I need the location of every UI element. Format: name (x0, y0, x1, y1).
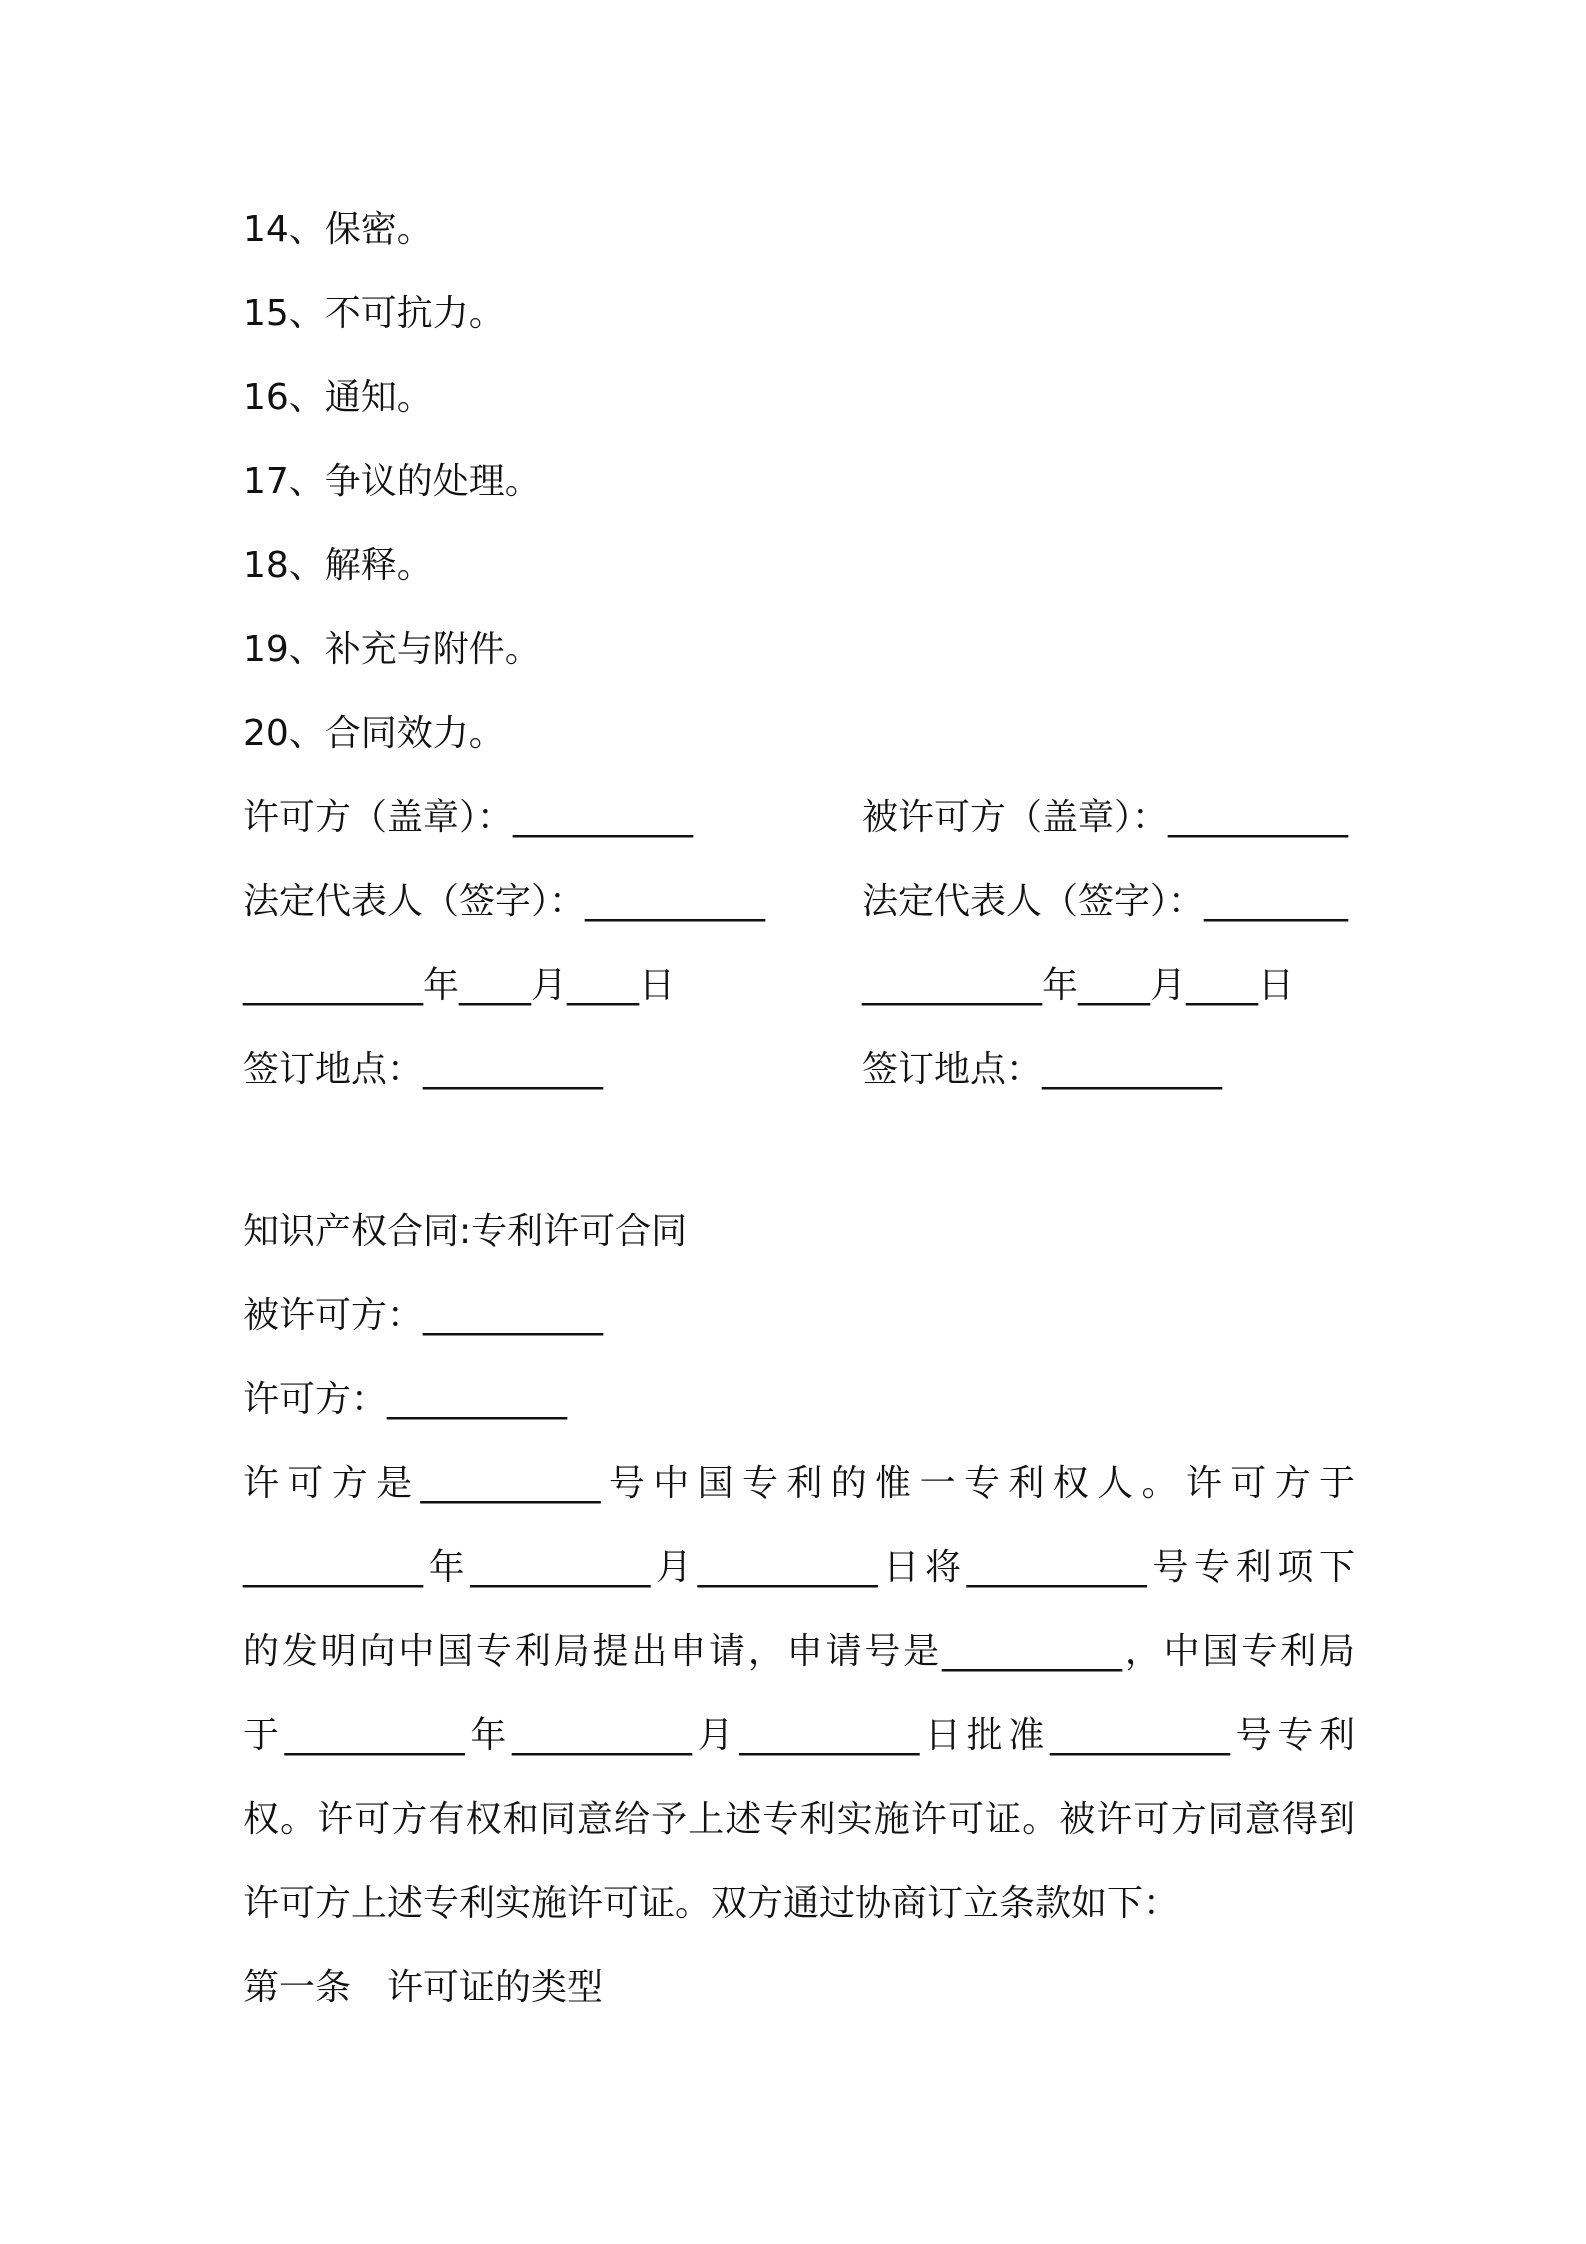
article-1-heading: 第一条 许可证的类型 (243, 1967, 604, 2008)
licensor-place-field: 签订地点：__________ (243, 1049, 604, 1090)
contract-title: 知识产权合同:专利许可合同 (243, 1211, 688, 1252)
licensor-name-field: 许可方：__________ (243, 1379, 568, 1420)
clause-19: 19、补充与附件。 (243, 629, 541, 670)
licensee-rep-field: 法定代表人（签字）：________ (862, 881, 1349, 922)
body-line-5: 权。许可方有权和同意给予上述专利实施许可证。被许可方同意得到 (243, 1799, 1355, 1840)
body-line-6: 许可方上述专利实施许可证。双方通过协商订立条款如下： (243, 1883, 1180, 1924)
body-line-3: 的发明向中国专利局提出申请，申请号是__________，中国专利局 (243, 1631, 1355, 1672)
licensee-date-field: __________年____月____日 (862, 965, 1294, 1006)
licensor-date-field: __________年____月____日 (243, 965, 675, 1006)
body-line-4: 于__________年__________月__________日批准__________号专利 (243, 1715, 1355, 1756)
clause-17: 17、争议的处理。 (243, 461, 541, 502)
licensor-rep-field: 法定代表人（签字）：__________ (243, 881, 766, 922)
body-line-2: __________年__________月__________日将__________号专利项下 (243, 1547, 1355, 1588)
licensee-seal-field: 被许可方（盖章）：__________ (862, 797, 1349, 838)
clause-15: 15、不可抗力。 (243, 293, 505, 334)
clause-20: 20、合同效力。 (243, 713, 505, 754)
licensor-seal-field: 许可方（盖章）：__________ (243, 797, 694, 838)
clause-16: 16、通知。 (243, 377, 433, 418)
licensee-name-field: 被许可方：__________ (243, 1295, 604, 1336)
clause-14: 14、保密。 (243, 209, 433, 250)
licensee-place-field: 签订地点：__________ (862, 1049, 1223, 1090)
clause-18: 18、解释。 (243, 545, 433, 586)
body-line-1: 许可方是__________号中国专利的惟一专利权人。许可方于 (243, 1463, 1355, 1504)
